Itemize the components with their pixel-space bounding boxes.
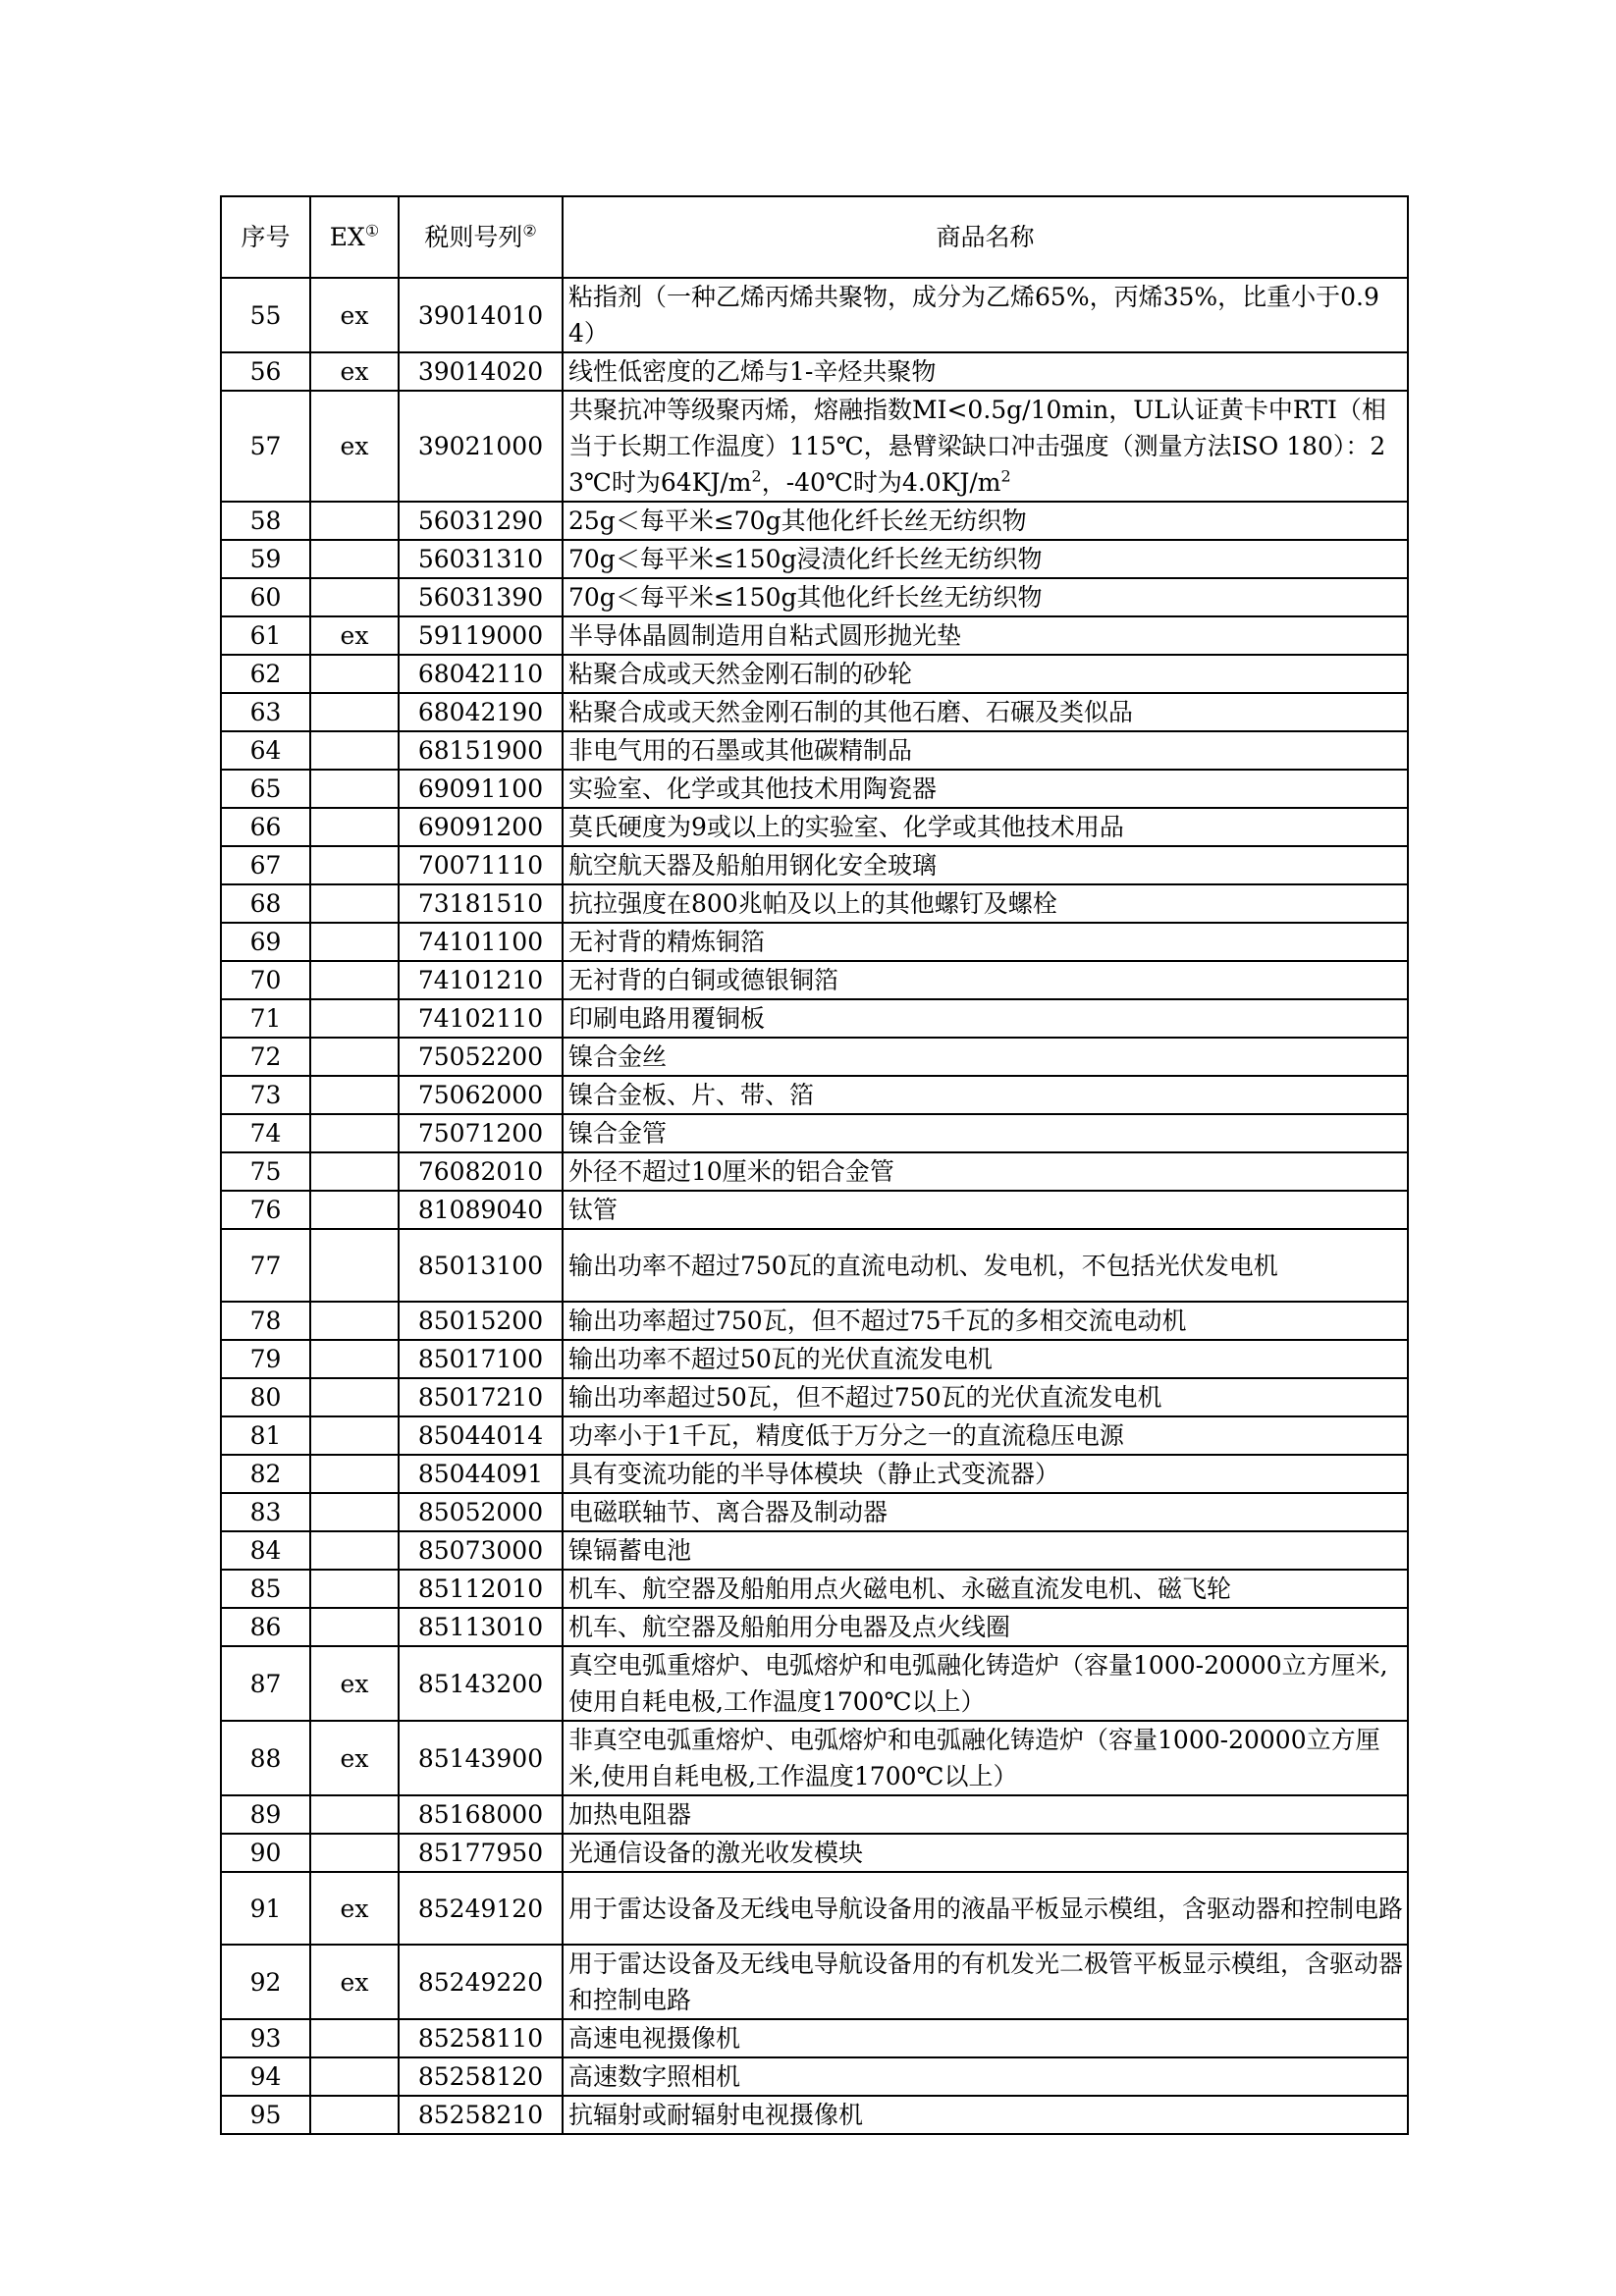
cell-code: 39021000 <box>399 391 563 502</box>
cell-seq: 63 <box>221 693 310 731</box>
cell-ex <box>310 846 399 884</box>
cell-seq: 82 <box>221 1455 310 1493</box>
cell-code: 85112010 <box>399 1570 563 1608</box>
cell-name: 外径不超过10厘米的铝合金管 <box>563 1152 1408 1191</box>
header-seq: 序号 <box>221 196 310 278</box>
cell-seq: 85 <box>221 1570 310 1608</box>
cell-code: 74102110 <box>399 999 563 1038</box>
cell-ex: ex <box>310 1646 399 1721</box>
header-ex-footnote: ① <box>364 221 380 240</box>
table-row <box>221 1455 1408 1493</box>
cell-ex <box>310 1038 399 1076</box>
cell-code: 39014020 <box>399 352 563 391</box>
cell-ex <box>310 1302 399 1340</box>
table-row <box>221 1531 1408 1570</box>
cell-code: 85013100 <box>399 1229 563 1302</box>
cell-code: 85015200 <box>399 1302 563 1340</box>
cell-name: 非电气用的石墨或其他碳精制品 <box>563 731 1408 770</box>
table-row <box>221 2019 1408 2057</box>
cell-ex <box>310 540 399 578</box>
cell-code: 68042190 <box>399 693 563 731</box>
table-row <box>221 1114 1408 1152</box>
cell-name: 高速电视摄像机 <box>563 2019 1408 2057</box>
cell-ex <box>310 502 399 540</box>
cell-code: 85143900 <box>399 1721 563 1795</box>
cell-seq: 61 <box>221 616 310 655</box>
cell-seq: 92 <box>221 1945 310 2019</box>
cell-name: 抗辐射或耐辐射电视摄像机 <box>563 2096 1408 2134</box>
cell-ex <box>310 1493 399 1531</box>
cell-code: 69091100 <box>399 770 563 808</box>
cell-name: 输出功率超过750瓦，但不超过75千瓦的多相交流电动机 <box>563 1302 1408 1340</box>
table-row <box>221 999 1408 1038</box>
header-ex-label: EX <box>329 223 365 251</box>
cell-name: 电磁联轴节、离合器及制动器 <box>563 1493 1408 1531</box>
cell-seq: 73 <box>221 1076 310 1114</box>
cell-seq: 56 <box>221 352 310 391</box>
cell-code: 68151900 <box>399 731 563 770</box>
cell-seq: 77 <box>221 1229 310 1302</box>
cell-code: 85113010 <box>399 1608 563 1646</box>
cell-code: 85249220 <box>399 1945 563 2019</box>
header-name: 商品名称 <box>563 196 1408 278</box>
cell-name: 镍合金板、片、带、箔 <box>563 1076 1408 1114</box>
cell-seq: 55 <box>221 278 310 352</box>
table-row <box>221 1608 1408 1646</box>
table-row <box>221 693 1408 731</box>
cell-ex <box>310 1340 399 1378</box>
cell-code: 85258120 <box>399 2057 563 2096</box>
table-row <box>221 352 1408 391</box>
table-row <box>221 1229 1408 1302</box>
cell-ex <box>310 1114 399 1152</box>
cell-name: 70g＜每平米≤150g浸渍化纤长丝无纺织物 <box>563 540 1408 578</box>
cell-code: 85052000 <box>399 1493 563 1531</box>
table-row <box>221 1416 1408 1455</box>
cell-ex <box>310 884 399 923</box>
table-row <box>221 884 1408 923</box>
cell-ex <box>310 578 399 616</box>
table-row <box>221 731 1408 770</box>
cell-ex: ex <box>310 1945 399 2019</box>
table-row <box>221 1872 1408 1945</box>
cell-code: 85143200 <box>399 1646 563 1721</box>
cell-code: 85258110 <box>399 2019 563 2057</box>
table-row <box>221 391 1408 502</box>
table-row <box>221 2057 1408 2096</box>
cell-name: 印刷电路用覆铜板 <box>563 999 1408 1038</box>
cell-ex <box>310 1795 399 1834</box>
cell-name: 粘聚合成或天然金刚石制的砂轮 <box>563 655 1408 693</box>
cell-ex <box>310 2057 399 2096</box>
cell-seq: 84 <box>221 1531 310 1570</box>
cell-ex <box>310 731 399 770</box>
table-row <box>221 540 1408 578</box>
cell-name: 镍镉蓄电池 <box>563 1531 1408 1570</box>
cell-name: 输出功率不超过750瓦的直流电动机、发电机，不包括光伏发电机 <box>563 1229 1408 1302</box>
cell-ex: ex <box>310 278 399 352</box>
cell-seq: 68 <box>221 884 310 923</box>
cell-code: 68042110 <box>399 655 563 693</box>
cell-name: 镍合金管 <box>563 1114 1408 1152</box>
cell-code: 74101210 <box>399 961 563 999</box>
cell-code: 73181510 <box>399 884 563 923</box>
cell-name: 莫氏硬度为9或以上的实验室、化学或其他技术用品 <box>563 808 1408 846</box>
cell-code: 85249120 <box>399 1872 563 1945</box>
cell-name: 无衬背的精炼铜箔 <box>563 923 1408 961</box>
cell-name: 输出功率超过50瓦，但不超过750瓦的光伏直流发电机 <box>563 1378 1408 1416</box>
cell-ex <box>310 770 399 808</box>
table-body <box>221 278 1408 2134</box>
cell-ex <box>310 808 399 846</box>
cell-code: 81089040 <box>399 1191 563 1229</box>
cell-code: 85168000 <box>399 1795 563 1834</box>
cell-name: 线性低密度的乙烯与1-辛烃共聚物 <box>563 352 1408 391</box>
cell-seq: 78 <box>221 1302 310 1340</box>
cell-name: 高速数字照相机 <box>563 2057 1408 2096</box>
cell-code: 39014010 <box>399 278 563 352</box>
cell-seq: 91 <box>221 1872 310 1945</box>
cell-name: 70g＜每平米≤150g其他化纤长丝无纺织物 <box>563 578 1408 616</box>
cell-ex <box>310 1608 399 1646</box>
table-row <box>221 1152 1408 1191</box>
cell-ex <box>310 1378 399 1416</box>
table-row <box>221 1721 1408 1795</box>
cell-name: 非真空电弧重熔炉、电弧熔炉和电弧融化铸造炉（容量1000-20000立方厘米,使用自耗电极,工作温度1700℃以上） <box>563 1721 1408 1795</box>
header-code <box>399 196 563 278</box>
cell-seq: 80 <box>221 1378 310 1416</box>
cell-code: 85017210 <box>399 1378 563 1416</box>
cell-name: 真空电弧重熔炉、电弧熔炉和电弧融化铸造炉（容量1000-20000立方厘米,使用自耗电极,工作温度1700℃以上） <box>563 1646 1408 1721</box>
cell-ex <box>310 1191 399 1229</box>
table-row <box>221 923 1408 961</box>
cell-seq: 57 <box>221 391 310 502</box>
cell-seq: 59 <box>221 540 310 578</box>
cell-seq: 60 <box>221 578 310 616</box>
cell-code: 75062000 <box>399 1076 563 1114</box>
cell-ex: ex <box>310 352 399 391</box>
cell-seq: 70 <box>221 961 310 999</box>
cell-name: 25g＜每平米≤70g其他化纤长丝无纺织物 <box>563 502 1408 540</box>
header-row <box>221 196 1408 278</box>
cell-ex <box>310 1416 399 1455</box>
cell-name: 机车、航空器及船舶用点火磁电机、永磁直流发电机、磁飞轮 <box>563 1570 1408 1608</box>
cell-code: 59119000 <box>399 616 563 655</box>
cell-code: 85177950 <box>399 1834 563 1872</box>
cell-seq: 74 <box>221 1114 310 1152</box>
cell-name: 镍合金丝 <box>563 1038 1408 1076</box>
cell-ex: ex <box>310 1872 399 1945</box>
cell-ex: ex <box>310 616 399 655</box>
cell-name: 机车、航空器及船舶用分电器及点火线圈 <box>563 1608 1408 1646</box>
cell-code: 85044014 <box>399 1416 563 1455</box>
cell-name: 光通信设备的激光收发模块 <box>563 1834 1408 1872</box>
cell-ex: ex <box>310 391 399 502</box>
table-row <box>221 278 1408 352</box>
table-row <box>221 2096 1408 2134</box>
cell-ex <box>310 655 399 693</box>
cell-seq: 81 <box>221 1416 310 1455</box>
cell-name: 航空航天器及船舶用钢化安全玻璃 <box>563 846 1408 884</box>
cell-code: 85073000 <box>399 1531 563 1570</box>
cell-seq: 88 <box>221 1721 310 1795</box>
cell-name: 用于雷达设备及无线电导航设备用的有机发光二极管平板显示模组，含驱动器和控制电路 <box>563 1945 1408 2019</box>
cell-ex <box>310 1570 399 1608</box>
table-row <box>221 502 1408 540</box>
cell-seq: 64 <box>221 731 310 770</box>
cell-seq: 89 <box>221 1795 310 1834</box>
table-row <box>221 1834 1408 1872</box>
cell-code: 56031390 <box>399 578 563 616</box>
cell-name: 抗拉强度在800兆帕及以上的其他螺钉及螺栓 <box>563 884 1408 923</box>
cell-name: 半导体晶圆制造用自粘式圆形抛光垫 <box>563 616 1408 655</box>
cell-ex <box>310 1229 399 1302</box>
cell-seq: 95 <box>221 2096 310 2134</box>
cell-seq: 58 <box>221 502 310 540</box>
table-row <box>221 1378 1408 1416</box>
table-row <box>221 1191 1408 1229</box>
cell-seq: 66 <box>221 808 310 846</box>
tariff-table <box>220 195 1409 2135</box>
cell-seq: 67 <box>221 846 310 884</box>
cell-seq: 93 <box>221 2019 310 2057</box>
cell-seq: 69 <box>221 923 310 961</box>
cell-ex <box>310 1455 399 1493</box>
cell-seq: 94 <box>221 2057 310 2096</box>
cell-ex <box>310 923 399 961</box>
cell-code: 76082010 <box>399 1152 563 1191</box>
table-row <box>221 808 1408 846</box>
cell-name: 实验室、化学或其他技术用陶瓷器 <box>563 770 1408 808</box>
table-row <box>221 616 1408 655</box>
cell-seq: 79 <box>221 1340 310 1378</box>
cell-name: 无衬背的白铜或德银铜箔 <box>563 961 1408 999</box>
cell-seq: 83 <box>221 1493 310 1531</box>
cell-seq: 76 <box>221 1191 310 1229</box>
cell-ex <box>310 1531 399 1570</box>
table-row <box>221 770 1408 808</box>
cell-ex <box>310 1152 399 1191</box>
cell-code: 85258210 <box>399 2096 563 2134</box>
cell-seq: 65 <box>221 770 310 808</box>
table-row <box>221 846 1408 884</box>
cell-ex <box>310 999 399 1038</box>
cell-name: 具有变流功能的半导体模块（静止式变流器） <box>563 1455 1408 1493</box>
cell-seq: 90 <box>221 1834 310 1872</box>
header-ex <box>310 196 399 278</box>
table-row <box>221 578 1408 616</box>
cell-name: 共聚抗冲等级聚丙烯，熔融指数MI<0.5g/10min，UL认证黄卡中RTI（相当于长期工作温度）115℃，悬臂梁缺口冲击强度（测量方法ISO 180）：23℃时为$64KJ/m^2$，-40℃时为$4.0KJ/m^2$ <box>563 391 1408 502</box>
header-code-label: 税则号列 <box>424 223 523 251</box>
cell-seq: 75 <box>221 1152 310 1191</box>
table-row <box>221 655 1408 693</box>
cell-name: 输出功率不超过50瓦的光伏直流发电机 <box>563 1340 1408 1378</box>
table-row <box>221 961 1408 999</box>
cell-ex <box>310 693 399 731</box>
cell-code: 56031290 <box>399 502 563 540</box>
cell-ex <box>310 1076 399 1114</box>
cell-name: 加热电阻器 <box>563 1795 1408 1834</box>
cell-seq: 72 <box>221 1038 310 1076</box>
cell-name: 功率小于1千瓦，精度低于万分之一的直流稳压电源 <box>563 1416 1408 1455</box>
cell-name: 用于雷达设备及无线电导航设备用的液晶平板显示模组，含驱动器和控制电路 <box>563 1872 1408 1945</box>
cell-name: 粘聚合成或天然金刚石制的其他石磨、石碾及类似品 <box>563 693 1408 731</box>
cell-seq: 71 <box>221 999 310 1038</box>
cell-name: 钛管 <box>563 1191 1408 1229</box>
cell-code: 74101100 <box>399 923 563 961</box>
table-row <box>221 1945 1408 2019</box>
table-row <box>221 1038 1408 1076</box>
table-row <box>221 1302 1408 1340</box>
cell-code: 56031310 <box>399 540 563 578</box>
table-row <box>221 1570 1408 1608</box>
cell-ex <box>310 1834 399 1872</box>
cell-code: 75071200 <box>399 1114 563 1152</box>
cell-code: 70071110 <box>399 846 563 884</box>
cell-ex <box>310 2019 399 2057</box>
cell-seq: 86 <box>221 1608 310 1646</box>
cell-code: 85044091 <box>399 1455 563 1493</box>
table-row <box>221 1795 1408 1834</box>
table-row <box>221 1076 1408 1114</box>
cell-name: 粘指剂（一种乙烯丙烯共聚物，成分为乙烯65%，丙烯35%，比重小于0.94） <box>563 278 1408 352</box>
table-row <box>221 1646 1408 1721</box>
table-row <box>221 1340 1408 1378</box>
cell-seq: 62 <box>221 655 310 693</box>
cell-code: 75052200 <box>399 1038 563 1076</box>
cell-ex <box>310 2096 399 2134</box>
cell-ex: ex <box>310 1721 399 1795</box>
header-code-footnote: ② <box>522 221 537 240</box>
cell-code: 69091200 <box>399 808 563 846</box>
cell-code: 85017100 <box>399 1340 563 1378</box>
table-row <box>221 1493 1408 1531</box>
cell-seq: 87 <box>221 1646 310 1721</box>
cell-ex <box>310 961 399 999</box>
